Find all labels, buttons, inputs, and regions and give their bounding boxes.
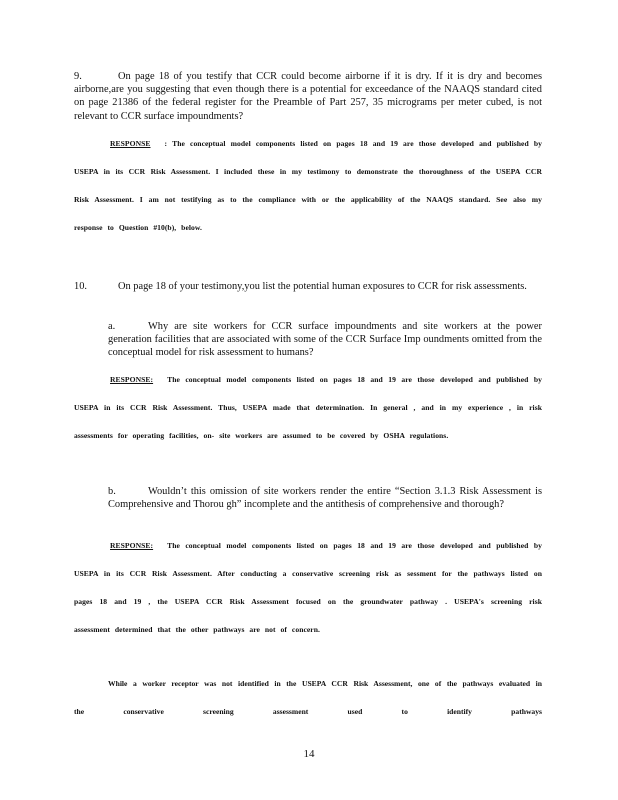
response-label: RESPONSE:	[110, 375, 154, 384]
paragraph-text: While a worker receptor was not identified in the USEPA CCR Risk Assessment, one of the pathways evaluated in the conservative screening assessment used to identify pathways	[74, 679, 542, 716]
response-10b	[74, 532, 542, 644]
question-10a	[108, 320, 542, 360]
question-10b	[108, 485, 542, 511]
response-label: RESPONSE	[110, 139, 151, 148]
question-10	[74, 280, 542, 293]
question-text: Wouldn’t this omission of site workers render the entire “Section 3.1.3 Risk Assessment is Comprehensive and Thorou gh” incomplete and the antithesis of comprehensive and thorough?	[108, 486, 542, 511]
question-text: On page 18 of you testify that CCR could become airborne if it is dry. If it is dry and becomes airborne,are you suggesting that even though there is a potential for exceedance of the NAAQS standard cited on page 21386 of the federal register for the Preamble of Part 257, 35 micrograms per meter cubed, is not relevant to CCR surface impoundments?	[74, 71, 542, 122]
response-9	[74, 130, 542, 242]
page-number: 14	[303, 748, 315, 760]
question-9	[74, 70, 542, 123]
response-text: : The conceptual model components listed on pages 18 and 19 are those developed and published by USEPA in its CCR Risk Assessment. I included these in my testimony to demonstrate the thoroughness of the USEPA CCR Risk Assessment. I am not testifying as to the compliance with or the applicability of the NAAQS standard. See also my response to Question #10(b), below.	[74, 139, 542, 232]
question-number: 10.	[74, 281, 87, 292]
response-label: RESPONSE:	[110, 541, 154, 550]
question-number: b.	[108, 486, 116, 497]
question-number: 9.	[74, 71, 82, 82]
question-text: On page 18 of your testimony,you list the potential human exposures to CCR for risk assessments.	[118, 281, 527, 292]
question-text: Why are site workers for CCR surface impoundments and site workers at the power generation facilities that are associated with some of the CCR Surface Imp oundments omitted from the conceptual model for risk assessment to humans?	[108, 321, 542, 359]
response-10b-continued	[74, 670, 542, 726]
response-text: The conceptual model components listed on pages 18 and 19 are those developed and published by USEPA in its CCR Risk Assessment. After conducting a conservative screening risk as sessment for the pathways listed on pages 18 and 19 , the USEPA CCR Risk Assessment focused on the groundwater pathway . USEPA's screening risk assessment determined that the other pathways are not of concern.	[74, 541, 542, 634]
response-text: The conceptual model components listed on pages 18 and 19 are those developed and published by USEPA in its CCR Risk Assessment. Thus, USEPA made that determination. In general , and in my experience , in risk assessments for operating facilities, on- site workers are assumed to be covered by OSHA regulations.	[74, 375, 542, 440]
question-number: a.	[108, 321, 116, 332]
response-10a	[74, 366, 542, 450]
